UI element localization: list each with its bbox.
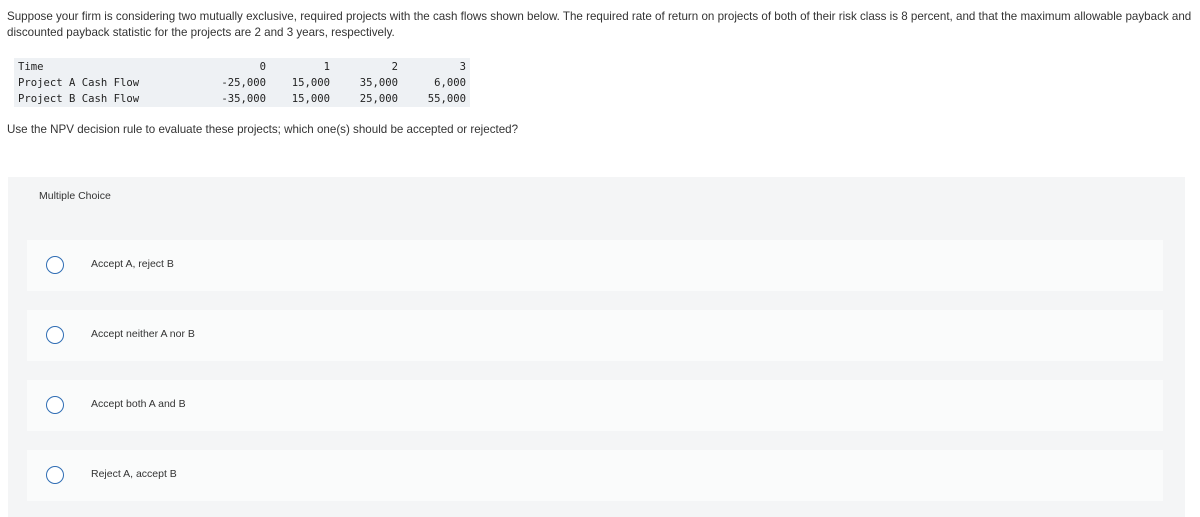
answer-option-label: Accept both A and B: [91, 398, 186, 410]
answer-option[interactable]: [27, 310, 1163, 361]
question-prompt: Use the NPV decision rule to evaluate these projects; which one(s) should be accepted or rejected?: [7, 123, 519, 136]
radio-button[interactable]: [46, 396, 64, 414]
answer-option-label: Accept neither A nor B: [91, 328, 195, 340]
table-cell: 35,000: [359, 77, 398, 89]
table-cell: 25,000: [359, 93, 398, 105]
table-header-cell: 1: [323, 60, 330, 73]
radio-button[interactable]: [46, 326, 64, 344]
multiple-choice-panel: [8, 177, 1185, 517]
table-cell: -25,000: [221, 77, 266, 89]
answer-option[interactable]: [27, 380, 1163, 431]
radio-button[interactable]: [46, 466, 64, 484]
table-cell: 55,000: [427, 93, 466, 105]
table-cell: 15,000: [291, 77, 330, 89]
multiple-choice-title: Multiple Choice: [39, 190, 111, 202]
table-cell: Project B Cash Flow: [18, 93, 140, 105]
answer-option[interactable]: [27, 450, 1163, 501]
table-header-cell: 0: [259, 60, 266, 73]
answer-option-label: Accept A, reject B: [91, 258, 174, 270]
table-cell: 6,000: [434, 77, 466, 89]
table-cell: Project A Cash Flow: [18, 77, 140, 89]
table-cell: -35,000: [221, 93, 266, 105]
cash-flow-table: [14, 58, 470, 107]
table-header-cell: Time: [18, 60, 44, 73]
question-text: Suppose your firm is considering two mutually exclusive, required projects with the cash flows shown below. The required rate of return on projects of both of their risk class is 8 percent, and that the maximum allowable payback and discounted payback statistic for the projects are 2 and 3 years, respectively.: [7, 10, 1192, 39]
table-cell: 15,000: [291, 93, 330, 105]
table-header-cell: 2: [391, 60, 398, 73]
table-header-row: [14, 58, 470, 75]
radio-button[interactable]: [46, 256, 64, 274]
table-row: [14, 75, 470, 91]
table-header-cell: 3: [459, 60, 466, 73]
answer-option-label: Reject A, accept B: [91, 468, 177, 480]
table-row: [14, 91, 470, 107]
answer-option[interactable]: [27, 240, 1163, 291]
